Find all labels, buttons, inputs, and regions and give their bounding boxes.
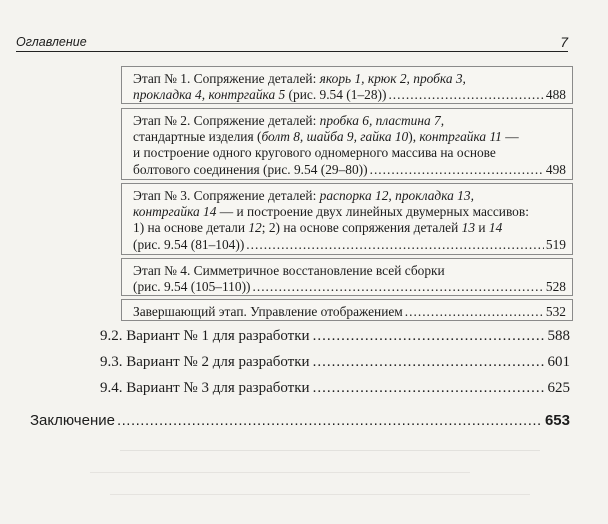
leader-dots xyxy=(313,328,545,345)
entry-page-number: 519 xyxy=(545,236,566,252)
leader-dots xyxy=(313,380,545,397)
toc-section-9-3 xyxy=(100,354,570,371)
toc-entry-stage-2 xyxy=(121,108,573,180)
toc-conclusion xyxy=(30,412,570,429)
entry-line: (рис. 9.54 (105–110)) ..... 528 xyxy=(133,279,566,295)
entry-line: контргайка 14 — и построение двух линейных двумерных массивов: xyxy=(133,204,529,220)
entry-line: Этап № 2. Сопряжение деталей: пробка 6, пластина 7, xyxy=(133,113,445,128)
toc-entry-stage-1 xyxy=(121,66,573,104)
leader-dots xyxy=(313,354,545,371)
entry-line: Этап № 3. Сопряжение деталей: распорка 12, прокладка 13, xyxy=(133,188,474,203)
entry-line: Завершающий этап. Управление отображением ..... 532 xyxy=(133,304,566,320)
running-head-title: Оглавление xyxy=(16,35,87,49)
leader-dots xyxy=(405,304,544,320)
toc-entry-stage-3 xyxy=(121,183,573,255)
bleed-through-line xyxy=(90,472,470,474)
toc-entry-stage-4 xyxy=(121,258,573,296)
entry-page-number: 528 xyxy=(545,279,566,295)
entry-line: болтового соединения (рис. 9.54 (29–80)) ..... 498 xyxy=(133,162,566,178)
conclusion-page-number: 653 xyxy=(544,412,570,429)
entry-page-number: 488 xyxy=(545,87,566,103)
leader-dots xyxy=(246,237,544,253)
page-number: 7 xyxy=(560,34,568,50)
leader-dots xyxy=(388,87,543,103)
leader-dots xyxy=(370,162,544,178)
section-page-number: 588 xyxy=(547,328,570,344)
entry-line: и построение одного кругового одномерного массива на основе xyxy=(133,145,496,161)
bleed-through-line xyxy=(110,494,530,496)
section-page-number: 625 xyxy=(547,380,570,396)
running-head xyxy=(16,31,568,52)
section-page-number: 601 xyxy=(547,354,570,370)
section-label: 9.2. Вариант № 1 для разработки xyxy=(100,328,310,344)
entry-line: Этап № 1. Сопряжение деталей: якорь 1, крюк 2, пробка 3, xyxy=(133,71,466,86)
entry-line: 1) на основе детали 12; 2) на основе сопряжения деталей 13 и 14 xyxy=(133,220,503,236)
entry-page-number: 532 xyxy=(545,304,566,319)
leader-dots xyxy=(117,412,543,429)
toc-section-9-4 xyxy=(100,380,570,397)
toc-entry-final-stage xyxy=(121,299,573,321)
section-label: 9.4. Вариант № 3 для разработки xyxy=(100,380,310,396)
entry-line: (рис. 9.54 (81–104)) ..... 519 xyxy=(133,237,566,253)
toc-section-9-2 xyxy=(100,328,570,345)
bleed-through-line xyxy=(120,450,540,452)
leader-dots xyxy=(253,279,544,295)
entry-line: Этап № 4. Симметричное восстановление всей сборки xyxy=(133,263,445,278)
conclusion-label: Заключение xyxy=(30,412,115,429)
entry-line: прокладка 4, контргайка 5 (рис. 9.54 (1–28)) ..... 488 xyxy=(133,87,566,103)
section-label: 9.3. Вариант № 2 для разработки xyxy=(100,354,310,370)
entry-page-number: 498 xyxy=(545,161,566,177)
entry-line: стандартные изделия (болт 8, шайба 9, гайка 10), контргайка 11 — xyxy=(133,129,519,145)
